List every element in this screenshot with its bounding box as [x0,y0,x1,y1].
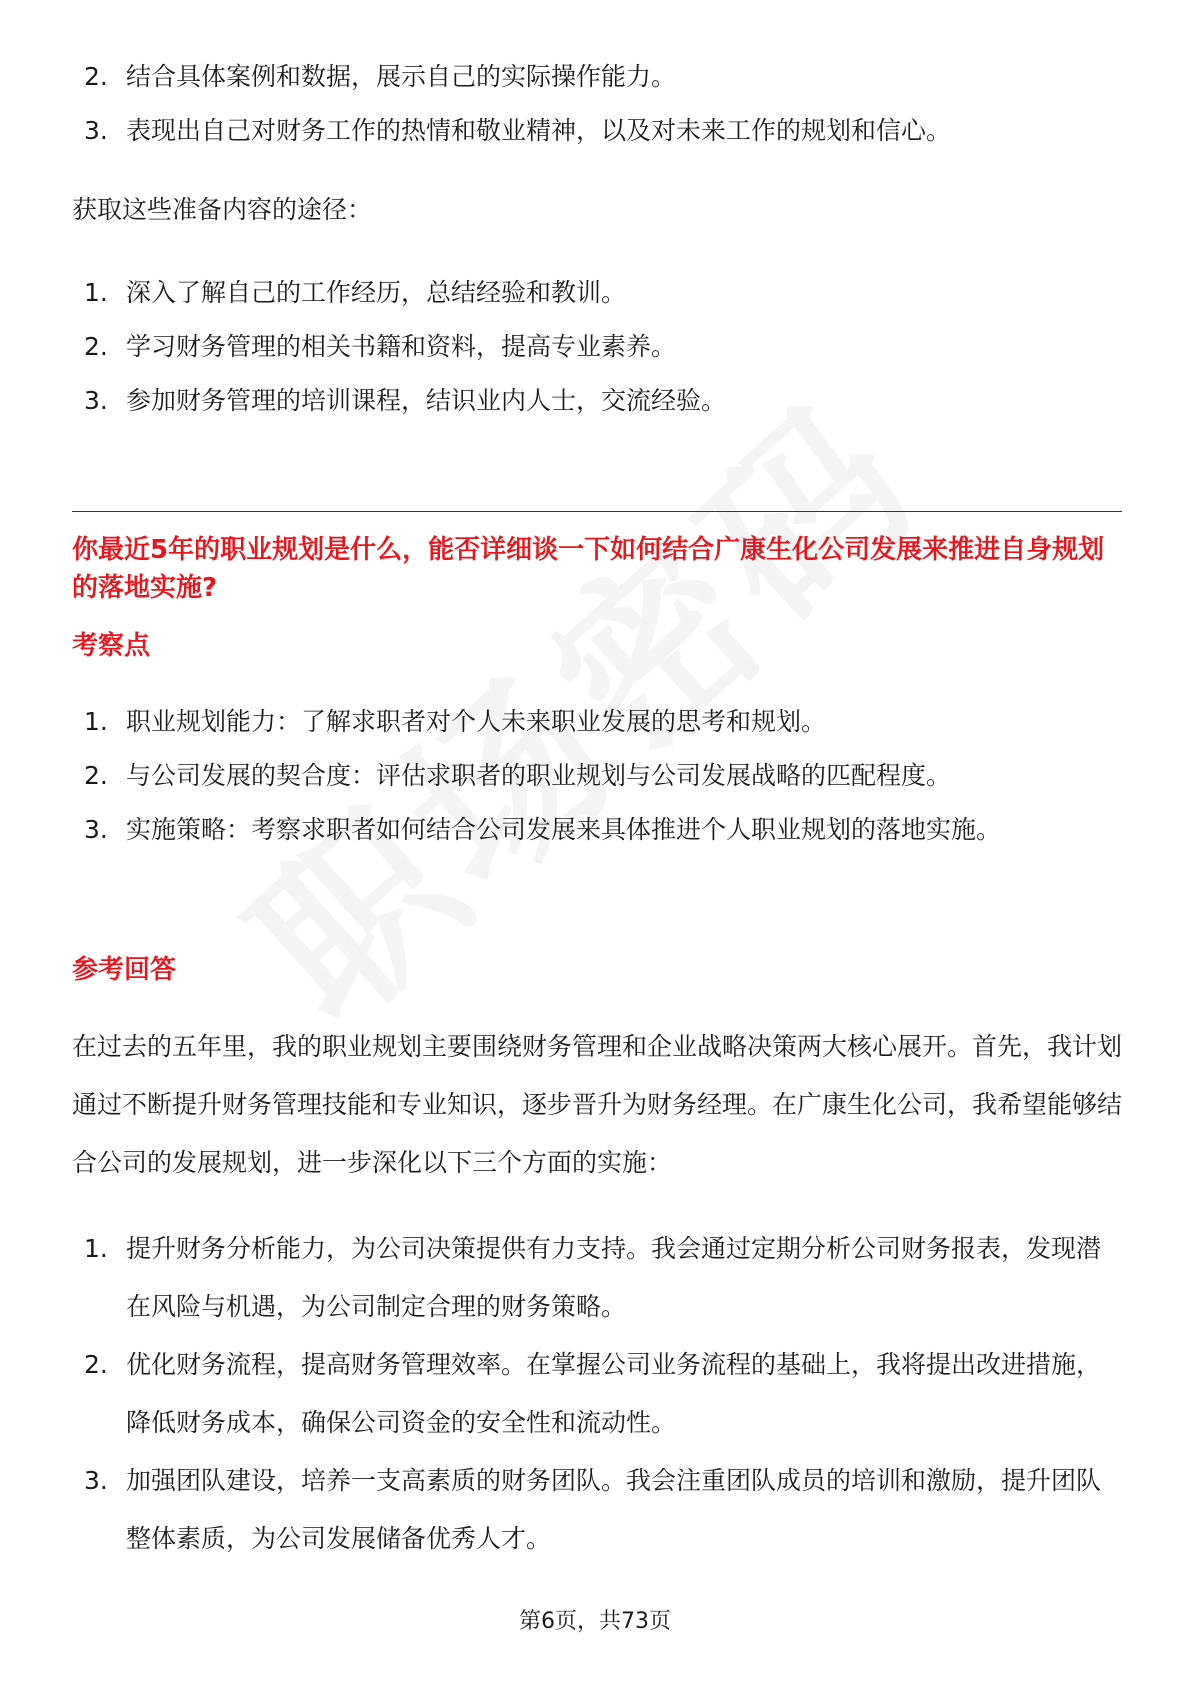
list-text: 优化财务流程，提高财务管理效率。在掌握公司业务流程的基础上，我将提出改进措施，降低财务成本，确保公司资金的安全性和流动性。 [126,1350,1102,1437]
list-text: 深入了解自己的工作经历，总结经验和教训。 [126,278,627,307]
list-item [72,48,1122,106]
list-text: 提升财务分析能力，为公司决策提供有力支持。我会通过定期分析公司财务报表，发现潜在风险与机遇，为公司制定合理的财务策略。 [126,1234,1102,1321]
list-text: 与公司发展的契合度：评估求职者的职业规划与公司发展战略的匹配程度。 [126,761,952,790]
list-number: 3. [84,386,108,415]
list-number: 3. [84,815,108,844]
list-item [72,801,1122,859]
list-item [72,264,1122,322]
list-item [72,372,1122,430]
list-text: 参加财务管理的培训课程，结识业内人士，交流经验。 [126,386,727,415]
list-number: 2. [84,332,108,361]
list-number: 2. [84,1350,108,1379]
points-heading: 考察点 [72,631,151,661]
list-text: 实施策略：考察求职者如何结合公司发展来具体推进个人职业规划的落地实施。 [126,815,1002,844]
list-item [72,318,1122,376]
answer-paragraph: 在过去的五年里，我的职业规划主要围绕财务管理和企业战略决策两大核心展开。首先，我计划通过不断提升财务管理技能和专业知识，逐步晋升为财务经理。在广康生化公司，我希望能够结合公司的发展规划，进一步深化以下三个方面的实施： [72,1032,1123,1177]
ways-heading: 获取这些准备内容的途径： [72,195,373,224]
list-number: 1. [84,1234,108,1263]
list-number: 2. [84,62,108,91]
list-number: 1. [84,278,108,307]
answer-heading: 参考回答 [72,955,177,985]
list-item [72,1452,1122,1568]
question-title: 你最近5年的职业规划是什么，能否详细谈一下如何结合广康生化公司发展来推进自身规划的落地实施? [72,535,1105,603]
list-number: 3. [84,116,108,145]
section-divider [72,511,1122,512]
list-item [72,747,1122,805]
list-text: 结合具体案例和数据，展示自己的实际操作能力。 [126,62,677,91]
list-number: 3. [84,1466,108,1495]
page-number: 第6页，共73页 [519,1609,671,1634]
list-text: 学习财务管理的相关书籍和资料，提高专业素养。 [126,332,677,361]
list-text: 职业规划能力：了解求职者对个人未来职业发展的思考和规划。 [126,707,827,736]
list-text: 加强团队建设，培养一支高素质的财务团队。我会注重团队成员的培训和激励，提升团队整体素质，为公司发展储备优秀人才。 [126,1466,1102,1553]
list-number: 2. [84,761,108,790]
list-item [72,1336,1122,1452]
list-number: 1. [84,707,108,736]
list-item [72,693,1122,751]
list-item [72,1220,1122,1336]
list-item [72,102,1122,160]
list-text: 表现出自己对财务工作的热情和敬业精神，以及对未来工作的规划和信心。 [126,116,952,145]
